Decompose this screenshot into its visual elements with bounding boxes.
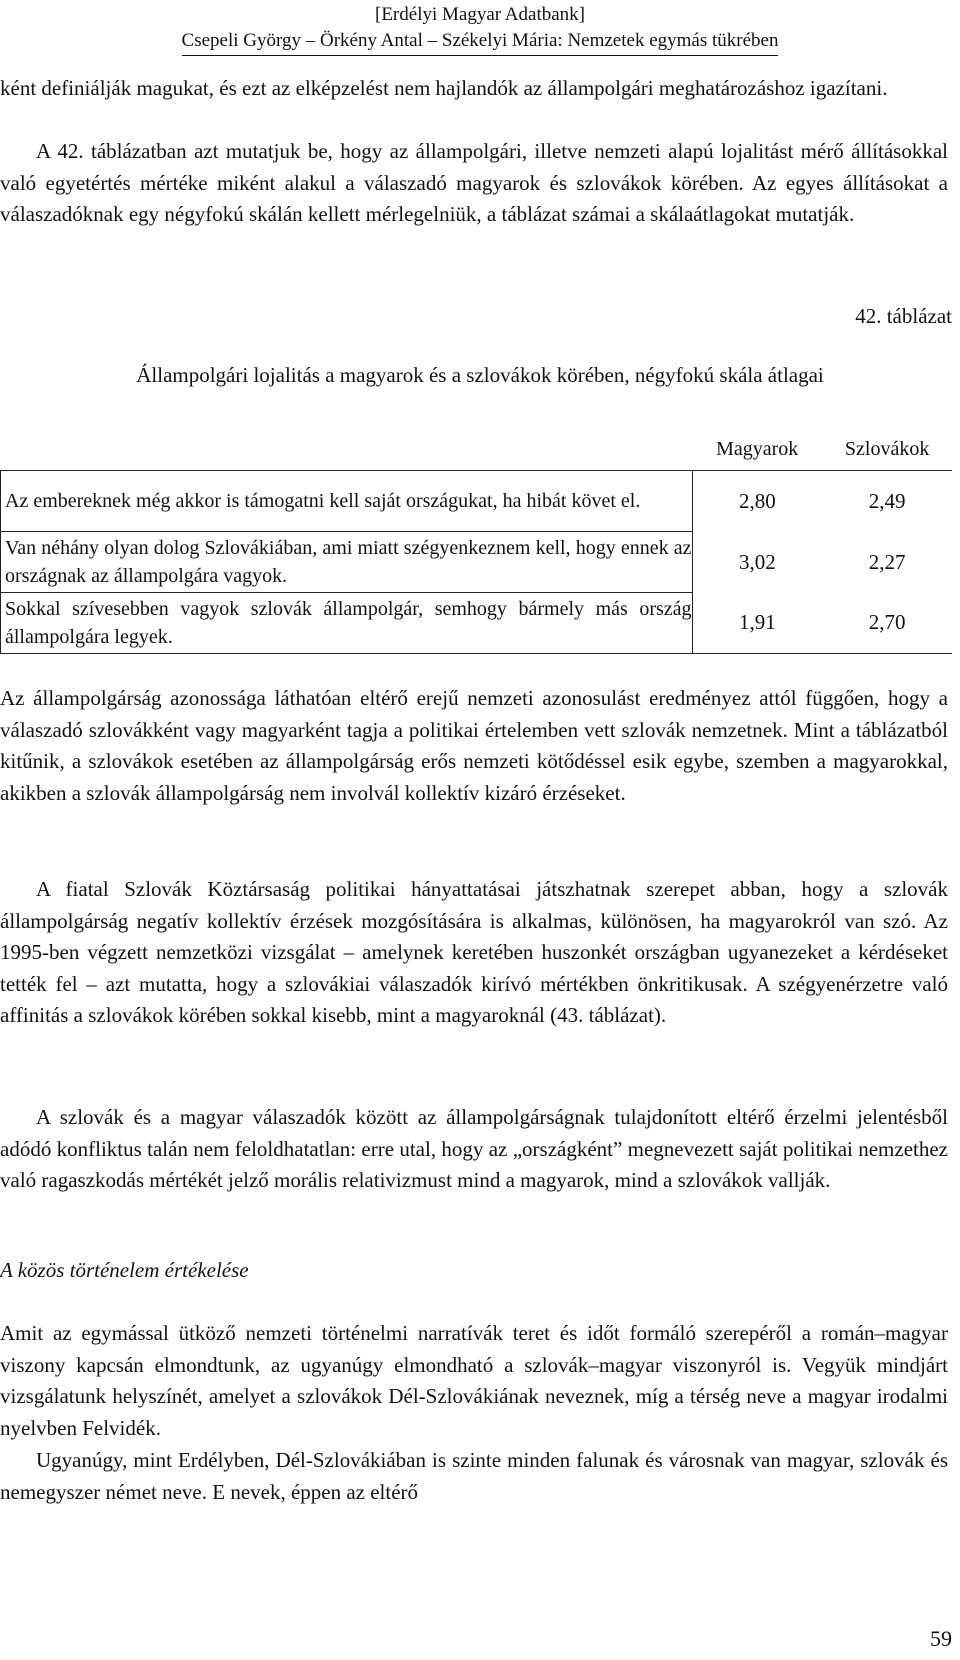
table-row [1,471,953,532]
cell-magyarok: 1,91 [692,593,822,654]
data-table [0,428,952,654]
table-number: 42. táblázat [855,304,952,328]
page-header [0,2,960,56]
table-row [1,532,953,593]
header-source: [Erdélyi Magyar Adatbank] [375,4,585,25]
header-citation: Csepeli György – Örkény Antal – Székelyi Mária: Nemzetek egymás tükrében [182,28,779,56]
cell-szlovakok: 2,27 [868,549,906,574]
paragraph-7: Ugyanúgy, mint Erdélyben, Dél-Szlovákiában is szinte minden falunak és városnak van magyar, szlovák és nemegyszer német neve. E nevek, éppen az eltérő [0,1448,948,1504]
paragraph-2: A 42. táblázatban azt mutatjuk be, hogy az állampolgári, illetve nemzeti alapú lojalitást mérő állításokkal való egyetértés mértéke miként alakul a válaszadó magyarok és szlovákok körében. Az egyes állításokat a válaszadóknak egy négyfokú skálán kellett mérlegelniük, a táblázat számai a skálaátlagokat mutatják. [0,139,948,226]
column-header-magyarok: Magyarok [716,437,799,460]
cell-szlovakok: 2,49 [822,471,952,532]
row-label: Van néhány olyan dolog Szlovákiában, ami miatt szégyenkeznem kell, hogy ennek az országnak az állampolgára vagyok. [1,532,693,593]
page-number: 59 [930,1626,952,1651]
column-header-szlovakok: Szlovákok [844,437,930,460]
cell-magyarok: 3,02 [739,549,776,574]
table-header-spacer [1,428,693,471]
paragraph-5: A szlovák és a magyar válaszadók között az állampolgárságnak tulajdonított eltérő érzelmi jelentésből adódó konfliktus talán nem feloldhatatlan: erre utal, hogy az „országként” megnevezett saját politikai nemzethez való ragaszkodás mértékét jelző morális relativizmust mind a magyarok, mind a szlovákok vallják. [0,1105,948,1192]
paragraph-3: Az állampolgárság azonossága láthatóan eltérő erejű nemzeti azonosulást eredményez attól függően, hogy a válaszadó szlovákként vagy magyarként tagja a politikai értelemben vett szlovák nemzetnek. Mint a táblázatból kitűnik, a szlovákok esetében az állampolgárság erős nemzeti kötődéssel esik egybe, szemben a magyarokkal, akikben a szlovák állampolgárság nem involvál kollektív kizáró érzéseket. [0,686,948,805]
table-row [1,593,953,654]
paragraph-6: Amit az egymással ütköző nemzeti történelmi narratívák teret és időt formáló szerepéről a román–magyar viszony kapcsán elmondtunk, az ugyanúgy elmondható a szlovák–magyar viszonyról is. Vegyük mindjárt vizsgálatunk helyszínét, amelyet a szlovákok Dél-Szlovákiának neveznek, míg a térség neve a magyar irodalmi nyelvben Felvidék. [0,1321,948,1440]
section-heading: A közös történelem értékelése [0,1258,249,1282]
cell-magyarok: 2,80 [692,471,822,532]
row-label: Az embereknek még akkor is támogatni kell saját országukat, ha hibát követ el. [1,471,693,532]
row-label: Sokkal szívesebben vagyok szlovák állampolgár, semhogy bármely más ország állampolgára legyek. [1,593,693,654]
table-title: Állampolgári lojalitás a magyarok és a szlovákok körében, négyfokú skála átlagai [136,363,824,387]
paragraph-4: A fiatal Szlovák Köztársaság politikai hányattatásai játszhatnak szerepet abban, hogy a szlovák állampolgárság negatív kollektív érzések mozgósítására is alkalmas, különösen, ha magyarokról van szó. Az 1995-ben végzett nemzetközi vizsgálat – amelynek keretében huszonkét országban ugyanezeket a kérdéseket tették fel – azt mutatta, hogy a szlovákiai válaszadók kirívó mértékben önkritikusak. A szégyenérzetre való affinitás a szlovákok körében sokkal kisebb, mint a magyaroknál (43. táblázat). [0,877,948,1027]
cell-szlovakok: 2,70 [822,593,952,654]
paragraph-1: ként definiálják magukat, és ezt az elképzelést nem hajlandók az állampolgári meghatározáshoz igazítani. [0,76,888,100]
